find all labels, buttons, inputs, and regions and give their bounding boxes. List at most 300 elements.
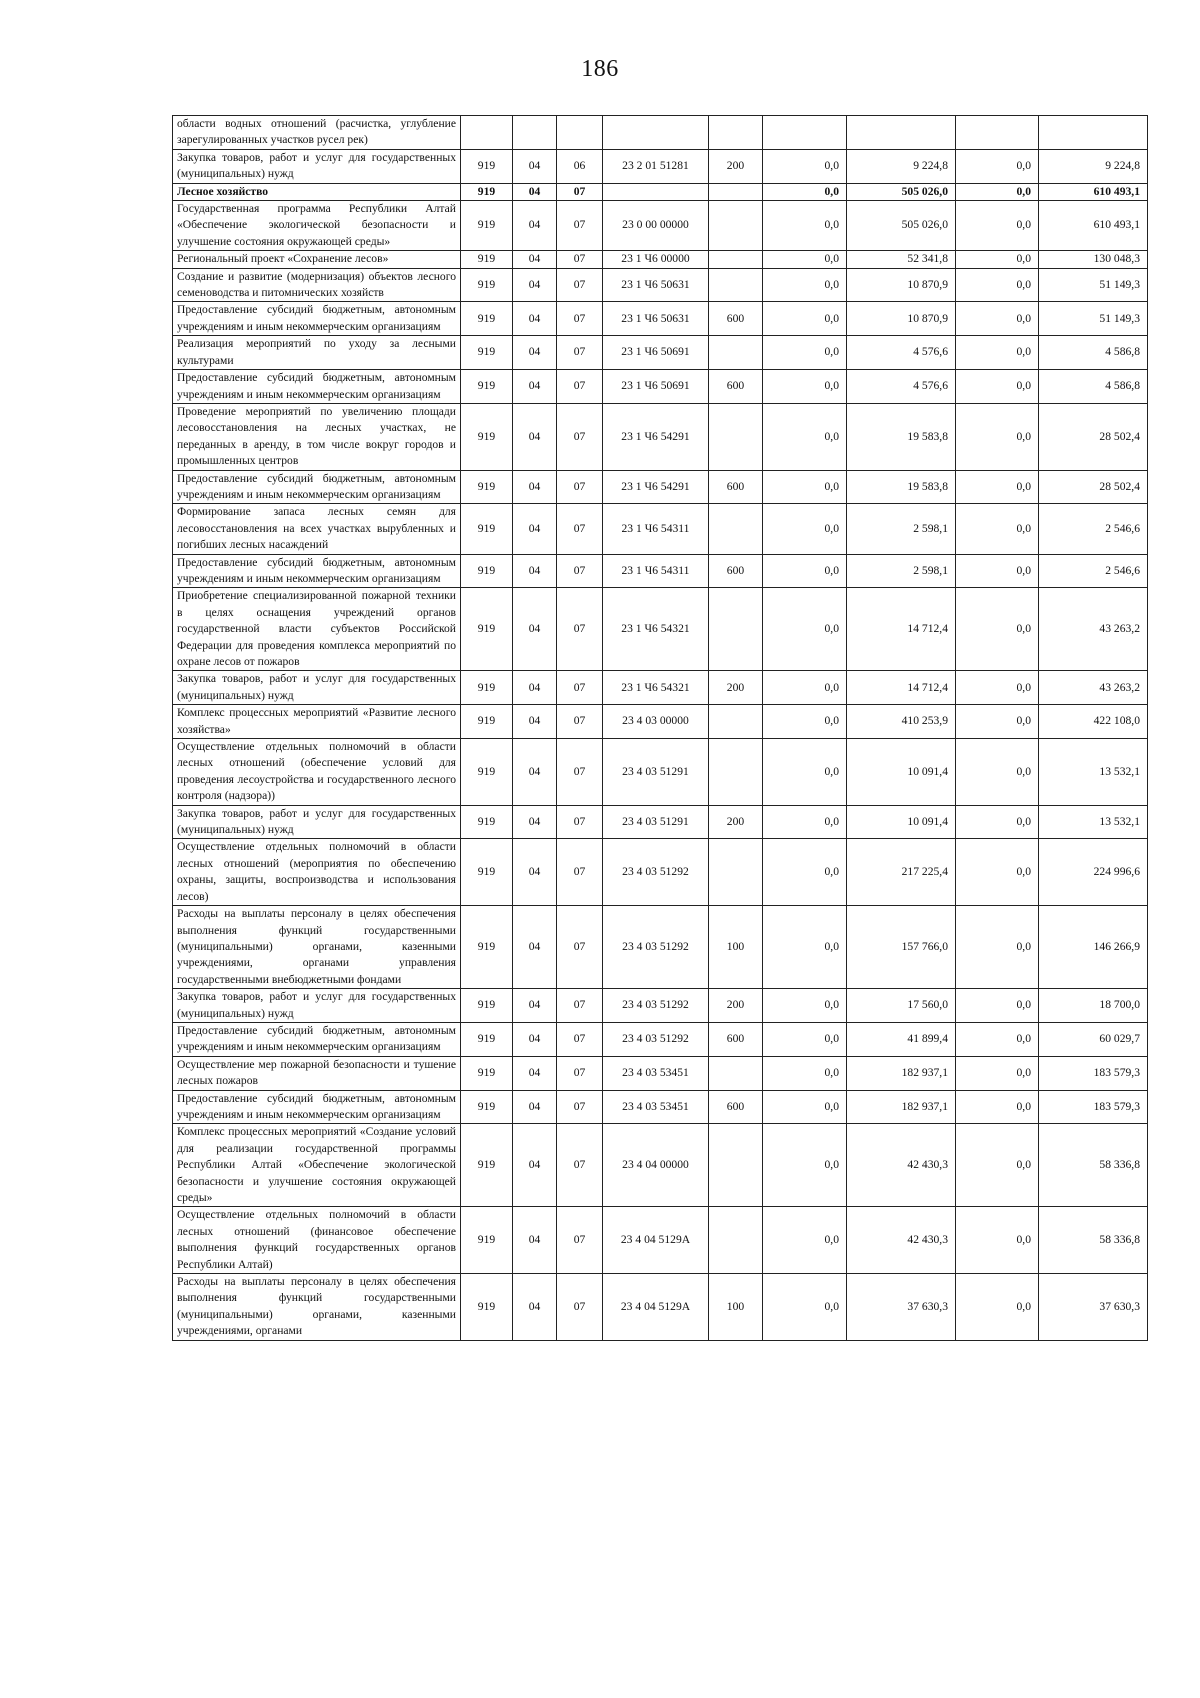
row-name: Проведение мероприятий по увеличению площади лесовосстановления на лесных участках, не переданных в аренду, в том числе вокруг городов и промышленных центров xyxy=(173,403,461,470)
cell-expense-type xyxy=(709,739,763,806)
cell-amount-4: 28 502,4 xyxy=(1039,403,1148,470)
table-row xyxy=(173,805,1148,839)
cell-target-article: 23 4 03 53451 xyxy=(603,1056,709,1090)
cell-amount-3: 0,0 xyxy=(956,1090,1039,1124)
cell-ved: 919 xyxy=(461,470,513,504)
cell-amount-1: 0,0 xyxy=(763,1207,847,1274)
cell-amount-4: 146 266,9 xyxy=(1039,906,1148,989)
cell-expense-type xyxy=(709,251,763,268)
cell-expense-type: 600 xyxy=(709,1090,763,1124)
cell-subsection: 07 xyxy=(557,302,603,336)
cell-subsection: 07 xyxy=(557,201,603,251)
row-name: Предоставление субсидий бюджетным, автономным учреждениям и иным некоммерческим организациям xyxy=(173,302,461,336)
cell-subsection: 07 xyxy=(557,268,603,302)
cell-subsection: 07 xyxy=(557,403,603,470)
cell-expense-type: 200 xyxy=(709,671,763,705)
cell-subsection: 07 xyxy=(557,906,603,989)
row-name: Предоставление субсидий бюджетным, автономным учреждениям и иным некоммерческим организациям xyxy=(173,1022,461,1056)
cell-expense-type: 100 xyxy=(709,1274,763,1341)
cell-amount-2: 42 430,3 xyxy=(847,1207,956,1274)
table-row xyxy=(173,302,1148,336)
cell-section: 04 xyxy=(513,671,557,705)
page-number: 186 xyxy=(581,56,619,82)
cell-amount-4: 183 579,3 xyxy=(1039,1090,1148,1124)
cell-subsection: 07 xyxy=(557,1022,603,1056)
cell-amount-2: 10 091,4 xyxy=(847,739,956,806)
table-row xyxy=(173,183,1148,200)
cell-amount-1: 0,0 xyxy=(763,554,847,588)
cell-ved: 919 xyxy=(461,1124,513,1207)
cell-amount-3: 0,0 xyxy=(956,705,1039,739)
cell-expense-type xyxy=(709,403,763,470)
cell-amount-3: 0,0 xyxy=(956,370,1039,404)
cell-target-article: 23 4 04 5129А xyxy=(603,1207,709,1274)
cell-amount-3: 0,0 xyxy=(956,403,1039,470)
row-name: Предоставление субсидий бюджетным, автономным учреждениям и иным некоммерческим организациям xyxy=(173,370,461,404)
cell-amount-1: 0,0 xyxy=(763,149,847,183)
cell-ved: 919 xyxy=(461,1090,513,1124)
cell-ved: 919 xyxy=(461,302,513,336)
row-name: Приобретение специализированной пожарной техники в целях оснащения учреждений органов государственной власти субъектов Российской Федерации для проведения комплекса мероприятий по охране лесов от пожаров xyxy=(173,588,461,671)
cell-section: 04 xyxy=(513,470,557,504)
cell-section: 04 xyxy=(513,370,557,404)
row-name: Осуществление мер пожарной безопасности и тушение лесных пожаров xyxy=(173,1056,461,1090)
cell-section: 04 xyxy=(513,1090,557,1124)
cell-target-article: 23 4 04 00000 xyxy=(603,1124,709,1207)
cell-target-article: 23 4 03 51292 xyxy=(603,989,709,1023)
cell-amount-2: 42 430,3 xyxy=(847,1124,956,1207)
row-name: Осуществление отдельных полномочий в области лесных отношений (финансовое обеспечение выполнения функций государственных органов Республики Алтай) xyxy=(173,1207,461,1274)
cell-ved: 919 xyxy=(461,671,513,705)
table-row xyxy=(173,989,1148,1023)
cell-amount-2: 182 937,1 xyxy=(847,1090,956,1124)
table-row xyxy=(173,1124,1148,1207)
table-row xyxy=(173,839,1148,906)
cell-section: 04 xyxy=(513,1056,557,1090)
cell-amount-1: 0,0 xyxy=(763,1274,847,1341)
cell-amount-1: 0,0 xyxy=(763,183,847,200)
row-name: Осуществление отдельных полномочий в области лесных отношений (мероприятия по обеспечению охраны, защиты, воспроизводства и использования лесов) xyxy=(173,839,461,906)
cell-amount-1: 0,0 xyxy=(763,403,847,470)
cell-amount-1: 0,0 xyxy=(763,805,847,839)
cell-expense-type xyxy=(709,268,763,302)
cell-amount-4: 610 493,1 xyxy=(1039,201,1148,251)
cell-amount-2: 17 560,0 xyxy=(847,989,956,1023)
cell-amount-4: 224 996,6 xyxy=(1039,839,1148,906)
cell-ved: 919 xyxy=(461,705,513,739)
cell-ved: 919 xyxy=(461,201,513,251)
cell-ved: 919 xyxy=(461,1207,513,1274)
cell-amount-1: 0,0 xyxy=(763,839,847,906)
cell-amount-1: 0,0 xyxy=(763,1124,847,1207)
cell-section: 04 xyxy=(513,554,557,588)
cell-amount-4: 43 263,2 xyxy=(1039,671,1148,705)
cell-expense-type: 600 xyxy=(709,1022,763,1056)
row-name: Расходы на выплаты персоналу в целях обеспечения выполнения функций государственными (муниципальными) органами, казенными учреждениями, органами управления государственными внебюджетными фондами xyxy=(173,906,461,989)
cell-section: 04 xyxy=(513,1124,557,1207)
cell-section: 04 xyxy=(513,201,557,251)
cell-subsection: 07 xyxy=(557,1090,603,1124)
cell-amount-1: 0,0 xyxy=(763,1022,847,1056)
cell-amount-3: 0,0 xyxy=(956,1207,1039,1274)
cell-amount-2: 19 583,8 xyxy=(847,403,956,470)
row-name: области водных отношений (расчистка, углубление зарегулированных участков русел рек) xyxy=(173,116,461,150)
cell-amount-3: 0,0 xyxy=(956,989,1039,1023)
cell-amount-3: 0,0 xyxy=(956,839,1039,906)
cell-amount-2 xyxy=(847,116,956,150)
cell-expense-type xyxy=(709,201,763,251)
cell-amount-1: 0,0 xyxy=(763,705,847,739)
cell-target-article: 23 4 03 51292 xyxy=(603,906,709,989)
cell-target-article: 23 1 Ч6 50691 xyxy=(603,370,709,404)
cell-ved: 919 xyxy=(461,588,513,671)
cell-target-article xyxy=(603,116,709,150)
cell-amount-4: 2 546,6 xyxy=(1039,554,1148,588)
cell-amount-3: 0,0 xyxy=(956,554,1039,588)
table-row xyxy=(173,470,1148,504)
cell-amount-4: 183 579,3 xyxy=(1039,1056,1148,1090)
cell-expense-type xyxy=(709,336,763,370)
cell-amount-4: 51 149,3 xyxy=(1039,302,1148,336)
budget-table xyxy=(172,115,1148,1341)
cell-subsection: 07 xyxy=(557,989,603,1023)
cell-amount-2: 2 598,1 xyxy=(847,554,956,588)
row-name: Предоставление субсидий бюджетным, автономным учреждениям и иным некоммерческим организациям xyxy=(173,1090,461,1124)
cell-amount-4: 58 336,8 xyxy=(1039,1124,1148,1207)
cell-amount-1: 0,0 xyxy=(763,370,847,404)
cell-amount-1: 0,0 xyxy=(763,1090,847,1124)
cell-amount-2: 19 583,8 xyxy=(847,470,956,504)
table-row xyxy=(173,1022,1148,1056)
row-name: Государственная программа Республики Алтай «Обеспечение экологической безопасности и улучшение состояния окружающей среды» xyxy=(173,201,461,251)
cell-amount-2: 41 899,4 xyxy=(847,1022,956,1056)
table-row xyxy=(173,149,1148,183)
cell-section xyxy=(513,116,557,150)
cell-subsection: 07 xyxy=(557,370,603,404)
cell-section: 04 xyxy=(513,906,557,989)
cell-subsection: 07 xyxy=(557,805,603,839)
cell-expense-type xyxy=(709,504,763,554)
row-name: Региональный проект «Сохранение лесов» xyxy=(173,251,461,268)
cell-ved: 919 xyxy=(461,1274,513,1341)
cell-subsection: 07 xyxy=(557,1207,603,1274)
row-name: Закупка товаров, работ и услуг для государственных (муниципальных) нужд xyxy=(173,149,461,183)
cell-amount-3: 0,0 xyxy=(956,302,1039,336)
cell-amount-1: 0,0 xyxy=(763,470,847,504)
cell-expense-type xyxy=(709,588,763,671)
cell-amount-2: 10 091,4 xyxy=(847,805,956,839)
cell-amount-3: 0,0 xyxy=(956,588,1039,671)
cell-amount-4: 2 546,6 xyxy=(1039,504,1148,554)
cell-section: 04 xyxy=(513,302,557,336)
cell-target-article: 23 4 03 51292 xyxy=(603,1022,709,1056)
cell-ved: 919 xyxy=(461,1022,513,1056)
cell-amount-4: 58 336,8 xyxy=(1039,1207,1148,1274)
cell-amount-3: 0,0 xyxy=(956,1124,1039,1207)
cell-amount-3: 0,0 xyxy=(956,201,1039,251)
cell-amount-4: 37 630,3 xyxy=(1039,1274,1148,1341)
cell-subsection: 07 xyxy=(557,1056,603,1090)
cell-amount-2: 217 225,4 xyxy=(847,839,956,906)
cell-amount-4 xyxy=(1039,116,1148,150)
cell-ved: 919 xyxy=(461,268,513,302)
cell-ved: 919 xyxy=(461,1056,513,1090)
cell-subsection: 07 xyxy=(557,1124,603,1207)
cell-subsection: 07 xyxy=(557,705,603,739)
cell-subsection: 07 xyxy=(557,470,603,504)
cell-ved: 919 xyxy=(461,149,513,183)
cell-amount-4: 60 029,7 xyxy=(1039,1022,1148,1056)
cell-section: 04 xyxy=(513,403,557,470)
cell-ved: 919 xyxy=(461,739,513,806)
cell-expense-type xyxy=(709,1207,763,1274)
cell-section: 04 xyxy=(513,588,557,671)
cell-amount-3: 0,0 xyxy=(956,470,1039,504)
table-row xyxy=(173,251,1148,268)
cell-amount-2: 14 712,4 xyxy=(847,588,956,671)
cell-amount-4: 4 586,8 xyxy=(1039,336,1148,370)
cell-subsection: 07 xyxy=(557,554,603,588)
cell-subsection: 07 xyxy=(557,183,603,200)
table-row xyxy=(173,1056,1148,1090)
cell-target-article: 23 1 Ч6 54311 xyxy=(603,504,709,554)
cell-target-article: 23 1 Ч6 00000 xyxy=(603,251,709,268)
cell-amount-4: 18 700,0 xyxy=(1039,989,1148,1023)
cell-amount-3: 0,0 xyxy=(956,504,1039,554)
cell-section: 04 xyxy=(513,739,557,806)
cell-ved: 919 xyxy=(461,403,513,470)
row-name: Закупка товаров, работ и услуг для государственных (муниципальных) нужд xyxy=(173,989,461,1023)
cell-target-article: 23 4 03 53451 xyxy=(603,1090,709,1124)
cell-ved xyxy=(461,116,513,150)
cell-section: 04 xyxy=(513,183,557,200)
cell-amount-3: 0,0 xyxy=(956,336,1039,370)
row-name: Лесное хозяйство xyxy=(173,183,461,200)
cell-section: 04 xyxy=(513,805,557,839)
table-row xyxy=(173,370,1148,404)
cell-target-article: 23 0 00 00000 xyxy=(603,201,709,251)
table-row xyxy=(173,588,1148,671)
table-row xyxy=(173,268,1148,302)
cell-amount-2: 14 712,4 xyxy=(847,671,956,705)
cell-amount-4: 4 586,8 xyxy=(1039,370,1148,404)
table-row xyxy=(173,504,1148,554)
cell-section: 04 xyxy=(513,989,557,1023)
cell-section: 04 xyxy=(513,251,557,268)
row-name: Осуществление отдельных полномочий в области лесных отношений (обеспечение условий для проведения лесоустройства и государственного лесного контроля (надзора)) xyxy=(173,739,461,806)
cell-expense-type: 600 xyxy=(709,370,763,404)
cell-target-article: 23 1 Ч6 50691 xyxy=(603,336,709,370)
cell-amount-4: 610 493,1 xyxy=(1039,183,1148,200)
cell-amount-2: 10 870,9 xyxy=(847,268,956,302)
cell-amount-3: 0,0 xyxy=(956,149,1039,183)
cell-amount-4: 130 048,3 xyxy=(1039,251,1148,268)
table-row xyxy=(173,116,1148,150)
cell-expense-type: 200 xyxy=(709,149,763,183)
cell-amount-3: 0,0 xyxy=(956,1274,1039,1341)
cell-amount-2: 10 870,9 xyxy=(847,302,956,336)
cell-amount-2: 505 026,0 xyxy=(847,201,956,251)
cell-expense-type xyxy=(709,839,763,906)
cell-target-article: 23 1 Ч6 50631 xyxy=(603,268,709,302)
cell-target-article xyxy=(603,183,709,200)
cell-amount-2: 4 576,6 xyxy=(847,370,956,404)
cell-amount-4: 13 532,1 xyxy=(1039,805,1148,839)
cell-subsection: 07 xyxy=(557,336,603,370)
row-name: Закупка товаров, работ и услуг для государственных (муниципальных) нужд xyxy=(173,671,461,705)
row-name: Создание и развитие (модернизация) объектов лесного семеноводства и питомнических хозяйств xyxy=(173,268,461,302)
cell-expense-type xyxy=(709,183,763,200)
cell-amount-3: 0,0 xyxy=(956,671,1039,705)
cell-target-article: 23 2 01 51281 xyxy=(603,149,709,183)
row-name: Реализация мероприятий по уходу за лесными культурами xyxy=(173,336,461,370)
row-name: Закупка товаров, работ и услуг для государственных (муниципальных) нужд xyxy=(173,805,461,839)
cell-expense-type: 200 xyxy=(709,989,763,1023)
cell-section: 04 xyxy=(513,149,557,183)
row-name: Формирование запаса лесных семян для лесовосстановления на всех участках вырубленных и погибших лесных насаждений xyxy=(173,504,461,554)
cell-amount-1: 0,0 xyxy=(763,906,847,989)
cell-target-article: 23 4 03 51291 xyxy=(603,739,709,806)
cell-amount-2: 410 253,9 xyxy=(847,705,956,739)
cell-section: 04 xyxy=(513,1022,557,1056)
cell-amount-1: 0,0 xyxy=(763,989,847,1023)
cell-amount-4: 43 263,2 xyxy=(1039,588,1148,671)
cell-amount-2: 52 341,8 xyxy=(847,251,956,268)
cell-target-article: 23 1 Ч6 50631 xyxy=(603,302,709,336)
cell-subsection: 07 xyxy=(557,1274,603,1341)
cell-amount-1: 0,0 xyxy=(763,268,847,302)
cell-amount-3: 0,0 xyxy=(956,251,1039,268)
cell-ved: 919 xyxy=(461,554,513,588)
table-row xyxy=(173,554,1148,588)
cell-subsection: 07 xyxy=(557,588,603,671)
cell-expense-type: 200 xyxy=(709,805,763,839)
table-row xyxy=(173,1207,1148,1274)
cell-ved: 919 xyxy=(461,805,513,839)
cell-section: 04 xyxy=(513,1274,557,1341)
cell-amount-1 xyxy=(763,116,847,150)
cell-expense-type xyxy=(709,1124,763,1207)
cell-section: 04 xyxy=(513,1207,557,1274)
budget-table-body xyxy=(173,116,1148,1341)
cell-amount-3: 0,0 xyxy=(956,739,1039,806)
table-row xyxy=(173,201,1148,251)
cell-ved: 919 xyxy=(461,906,513,989)
cell-amount-4: 422 108,0 xyxy=(1039,705,1148,739)
cell-section: 04 xyxy=(513,839,557,906)
cell-amount-1: 0,0 xyxy=(763,739,847,806)
cell-amount-2: 4 576,6 xyxy=(847,336,956,370)
cell-expense-type: 600 xyxy=(709,302,763,336)
cell-amount-3: 0,0 xyxy=(956,1022,1039,1056)
cell-target-article: 23 1 Ч6 54321 xyxy=(603,588,709,671)
cell-amount-4: 13 532,1 xyxy=(1039,739,1148,806)
table-row xyxy=(173,705,1148,739)
cell-amount-1: 0,0 xyxy=(763,588,847,671)
cell-amount-1: 0,0 xyxy=(763,671,847,705)
cell-amount-3: 0,0 xyxy=(956,1056,1039,1090)
cell-ved: 919 xyxy=(461,989,513,1023)
cell-amount-3: 0,0 xyxy=(956,805,1039,839)
row-name: Предоставление субсидий бюджетным, автономным учреждениям и иным некоммерческим организациям xyxy=(173,554,461,588)
table-row xyxy=(173,1274,1148,1341)
cell-subsection: 07 xyxy=(557,839,603,906)
cell-amount-1: 0,0 xyxy=(763,302,847,336)
cell-amount-1: 0,0 xyxy=(763,1056,847,1090)
cell-amount-3: 0,0 xyxy=(956,268,1039,302)
cell-expense-type: 600 xyxy=(709,470,763,504)
cell-target-article: 23 4 03 51291 xyxy=(603,805,709,839)
cell-subsection: 07 xyxy=(557,739,603,806)
cell-ved: 919 xyxy=(461,336,513,370)
cell-target-article: 23 1 Ч6 54321 xyxy=(603,671,709,705)
cell-expense-type xyxy=(709,1056,763,1090)
cell-amount-3: 0,0 xyxy=(956,906,1039,989)
cell-amount-4: 51 149,3 xyxy=(1039,268,1148,302)
table-row xyxy=(173,906,1148,989)
cell-amount-2: 182 937,1 xyxy=(847,1056,956,1090)
cell-amount-1: 0,0 xyxy=(763,201,847,251)
table-row xyxy=(173,671,1148,705)
table-row xyxy=(173,739,1148,806)
table-row xyxy=(173,1090,1148,1124)
cell-subsection xyxy=(557,116,603,150)
table-row xyxy=(173,336,1148,370)
cell-subsection: 07 xyxy=(557,504,603,554)
row-name: Комплекс процессных мероприятий «Развитие лесного хозяйства» xyxy=(173,705,461,739)
cell-ved: 919 xyxy=(461,504,513,554)
cell-amount-2: 37 630,3 xyxy=(847,1274,956,1341)
cell-ved: 919 xyxy=(461,370,513,404)
cell-subsection: 06 xyxy=(557,149,603,183)
cell-target-article: 23 4 04 5129А xyxy=(603,1274,709,1341)
cell-expense-type xyxy=(709,116,763,150)
cell-subsection: 07 xyxy=(557,251,603,268)
cell-ved: 919 xyxy=(461,183,513,200)
cell-amount-1: 0,0 xyxy=(763,504,847,554)
cell-amount-2: 157 766,0 xyxy=(847,906,956,989)
table-row xyxy=(173,403,1148,470)
cell-target-article: 23 1 Ч6 54311 xyxy=(603,554,709,588)
cell-section: 04 xyxy=(513,268,557,302)
cell-target-article: 23 1 Ч6 54291 xyxy=(603,403,709,470)
cell-amount-4: 28 502,4 xyxy=(1039,470,1148,504)
cell-expense-type: 100 xyxy=(709,906,763,989)
cell-expense-type: 600 xyxy=(709,554,763,588)
cell-section: 04 xyxy=(513,504,557,554)
row-name: Расходы на выплаты персоналу в целях обеспечения выполнения функций государственными (муниципальными) органами, казенными учреждениями, органами xyxy=(173,1274,461,1341)
row-name: Комплекс процессных мероприятий «Создание условий для реализации государственной программы Республики Алтай «Обеспечение экологической безопасности и улучшение состояния окружающей среды» xyxy=(173,1124,461,1207)
cell-section: 04 xyxy=(513,705,557,739)
cell-amount-2: 505 026,0 xyxy=(847,183,956,200)
row-name: Предоставление субсидий бюджетным, автономным учреждениям и иным некоммерческим организациям xyxy=(173,470,461,504)
cell-amount-4: 9 224,8 xyxy=(1039,149,1148,183)
cell-subsection: 07 xyxy=(557,671,603,705)
cell-amount-3 xyxy=(956,116,1039,150)
cell-amount-1: 0,0 xyxy=(763,336,847,370)
cell-ved: 919 xyxy=(461,251,513,268)
cell-amount-2: 9 224,8 xyxy=(847,149,956,183)
cell-amount-1: 0,0 xyxy=(763,251,847,268)
cell-target-article: 23 1 Ч6 54291 xyxy=(603,470,709,504)
cell-target-article: 23 4 03 51292 xyxy=(603,839,709,906)
cell-amount-3: 0,0 xyxy=(956,183,1039,200)
cell-ved: 919 xyxy=(461,839,513,906)
cell-expense-type xyxy=(709,705,763,739)
cell-target-article: 23 4 03 00000 xyxy=(603,705,709,739)
cell-section: 04 xyxy=(513,336,557,370)
cell-amount-2: 2 598,1 xyxy=(847,504,956,554)
